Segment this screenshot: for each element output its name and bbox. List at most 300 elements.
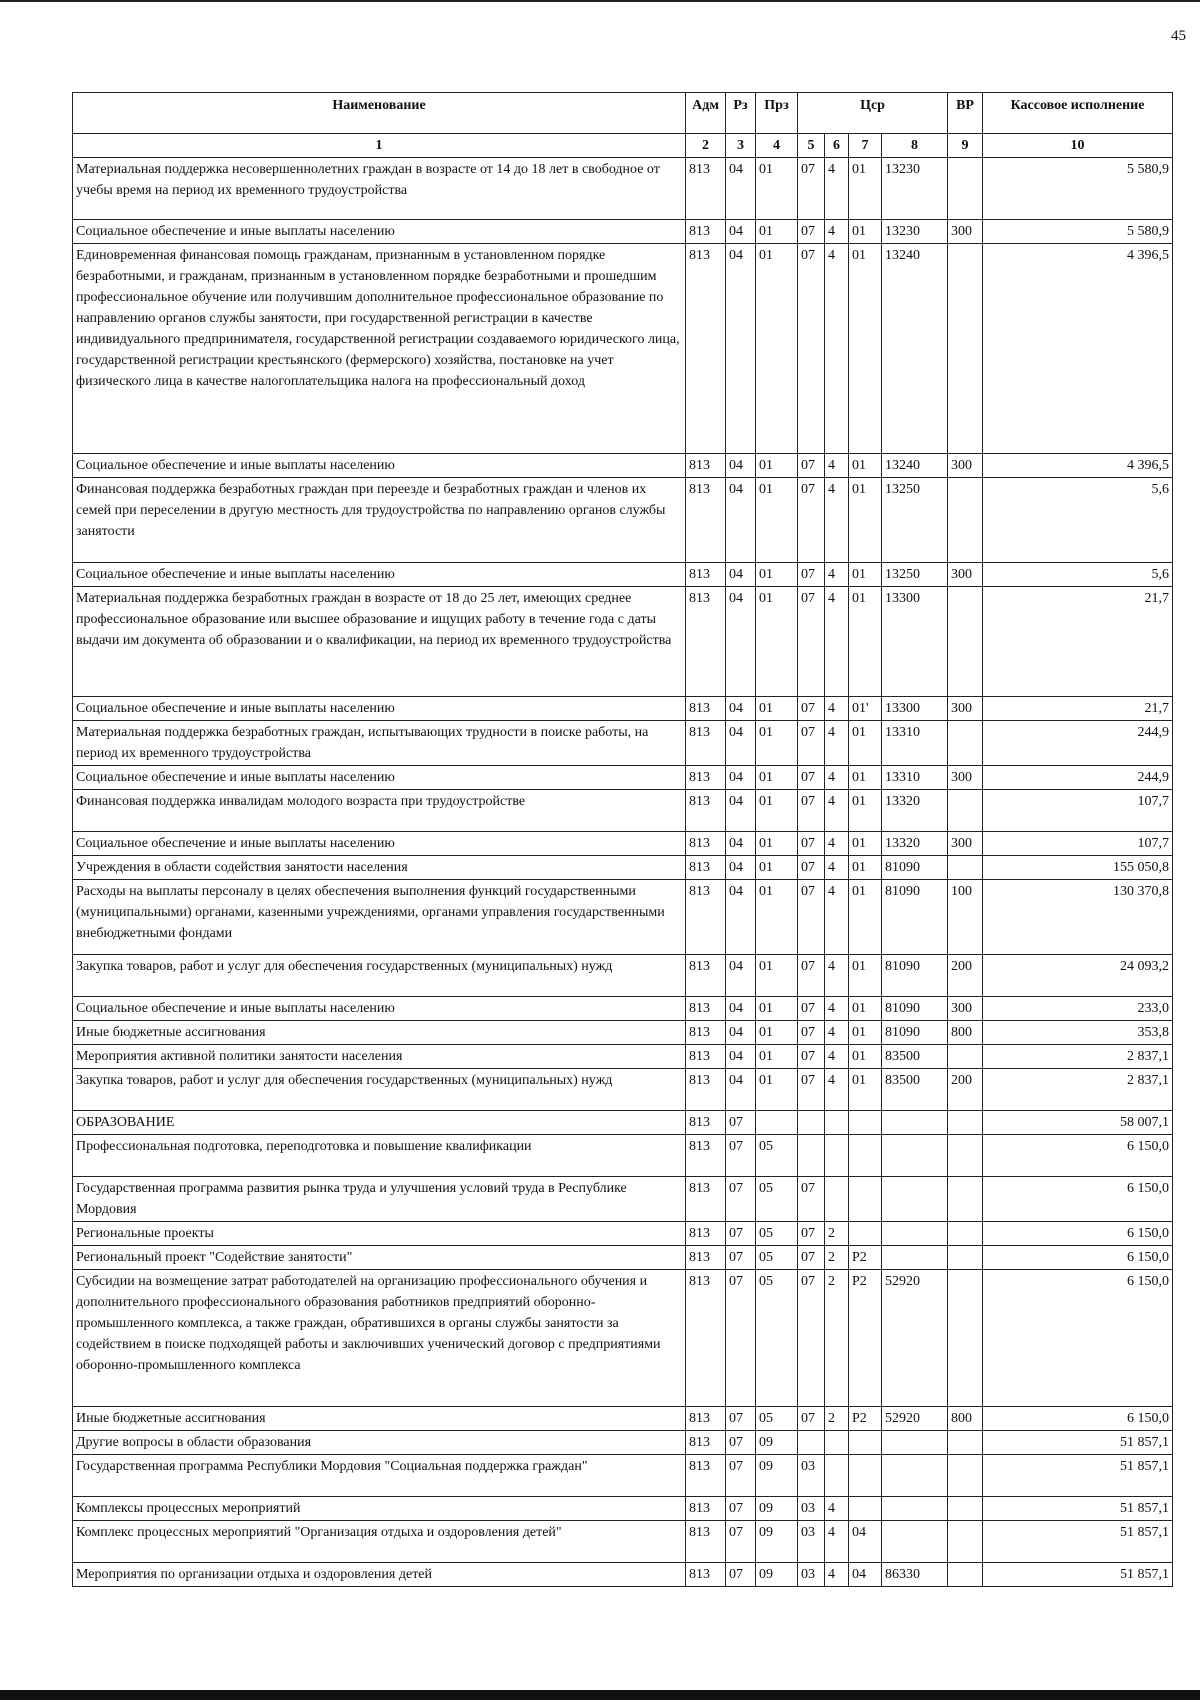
table-cell-adm: 813 (686, 880, 726, 955)
table-cell-csr-type: 4 (825, 766, 849, 790)
table-cell-adm: 813 (686, 1455, 726, 1497)
table-cell-adm: 813 (686, 1177, 726, 1222)
table-cell-vr: 800 (948, 1021, 983, 1045)
column-number: 4 (756, 134, 798, 158)
column-number: 6 (825, 134, 849, 158)
table-cell-csr-type: 4 (825, 158, 849, 220)
top-edge-line (0, 0, 1200, 2)
table-cell-vr: 300 (948, 454, 983, 478)
table-cell-csr-program: 07 (798, 790, 825, 832)
table-cell-vr (948, 1111, 983, 1135)
table-cell-csr-direction: 13250 (882, 478, 948, 563)
table-cell-csr-program: 07 (798, 454, 825, 478)
table-cell-csr-element (849, 1222, 882, 1246)
table-cell-csr-element (849, 1455, 882, 1497)
table-cell-amount: 233,0 (983, 997, 1173, 1021)
table-cell-csr-direction: 81090 (882, 856, 948, 880)
table-cell-csr-type (825, 1135, 849, 1177)
table-cell-csr-direction: 83500 (882, 1045, 948, 1069)
table-cell-name: Комплексы процессных мероприятий (73, 1497, 686, 1521)
header-rz: Рз (726, 93, 756, 134)
column-number: 8 (882, 134, 948, 158)
table-cell-adm: 813 (686, 856, 726, 880)
table-cell-prz: 09 (756, 1521, 798, 1563)
table-cell-prz: 05 (756, 1246, 798, 1270)
table-cell-csr-direction: 13230 (882, 220, 948, 244)
table-row (73, 1431, 1173, 1455)
table-cell-vr: 100 (948, 880, 983, 955)
table-cell-csr-type: 4 (825, 1045, 849, 1069)
table-cell-csr-type: 4 (825, 955, 849, 997)
table-cell-csr-program: 07 (798, 955, 825, 997)
table-cell-prz: 05 (756, 1177, 798, 1222)
table-cell-prz: 09 (756, 1431, 798, 1455)
table-cell-rz: 04 (726, 880, 756, 955)
table-cell-csr-element: P2 (849, 1246, 882, 1270)
table-cell-csr-program: 07 (798, 832, 825, 856)
table-row (73, 1455, 1173, 1497)
table-cell-csr-direction (882, 1222, 948, 1246)
table-cell-name: Материальная поддержка безработных граждан в возрасте от 18 до 25 лет, имеющих среднее профессиональное образование или высшее образование и ищущих работу в течение года с даты выдачи им документа об образовании и о квалификации, на период их временного трудоустройства (73, 587, 686, 697)
table-cell-amount: 6 150,0 (983, 1246, 1173, 1270)
table-cell-csr-direction: 13250 (882, 563, 948, 587)
table-row (73, 790, 1173, 832)
table-cell-csr-program: 07 (798, 1246, 825, 1270)
table-cell-prz: 05 (756, 1135, 798, 1177)
table-cell-name: Региональный проект "Содействие занятости" (73, 1246, 686, 1270)
table-row (73, 955, 1173, 997)
header-amount: Кассовое исполнение (983, 93, 1173, 134)
table-cell-csr-type: 2 (825, 1222, 849, 1246)
table-row (73, 1563, 1173, 1587)
table-cell-vr (948, 478, 983, 563)
bottom-scan-edge (0, 1690, 1200, 1700)
table-cell-prz: 01 (756, 563, 798, 587)
table-cell-amount: 2 837,1 (983, 1045, 1173, 1069)
table-cell-amount: 6 150,0 (983, 1177, 1173, 1222)
table-cell-csr-direction (882, 1431, 948, 1455)
table-cell-csr-program: 07 (798, 244, 825, 454)
table-cell-name: Другие вопросы в области образования (73, 1431, 686, 1455)
table-cell-amount: 5,6 (983, 478, 1173, 563)
table-cell-prz: 01 (756, 1021, 798, 1045)
table-cell-csr-direction: 13320 (882, 790, 948, 832)
table-row (73, 880, 1173, 955)
table-row (73, 1497, 1173, 1521)
table-cell-prz: 05 (756, 1222, 798, 1246)
table-cell-csr-element: 01 (849, 1045, 882, 1069)
table-cell-amount: 51 857,1 (983, 1431, 1173, 1455)
table-cell-rz: 04 (726, 766, 756, 790)
table-cell-csr-type: 4 (825, 1563, 849, 1587)
table-cell-prz: 01 (756, 244, 798, 454)
table-cell-adm: 813 (686, 721, 726, 766)
table-cell-rz: 07 (726, 1521, 756, 1563)
table-cell-name: Социальное обеспечение и иные выплаты населению (73, 766, 686, 790)
table-cell-adm: 813 (686, 244, 726, 454)
table-cell-name: Закупка товаров, работ и услуг для обеспечения государственных (муниципальных) нужд (73, 955, 686, 997)
table-cell-csr-direction: 86330 (882, 1563, 948, 1587)
table-cell-prz: 01 (756, 790, 798, 832)
table-cell-csr-type (825, 1111, 849, 1135)
table-cell-csr-program: 03 (798, 1497, 825, 1521)
table-cell-name: Социальное обеспечение и иные выплаты населению (73, 454, 686, 478)
table-cell-prz: 01 (756, 220, 798, 244)
table-cell-prz: 01 (756, 880, 798, 955)
table-cell-rz: 04 (726, 856, 756, 880)
table-cell-rz: 04 (726, 1069, 756, 1111)
table-cell-amount: 353,8 (983, 1021, 1173, 1045)
table-cell-csr-direction (882, 1135, 948, 1177)
table-cell-rz: 04 (726, 997, 756, 1021)
table-cell-rz: 04 (726, 478, 756, 563)
table-cell-vr (948, 1246, 983, 1270)
table-cell-vr: 300 (948, 697, 983, 721)
table-cell-adm: 813 (686, 1563, 726, 1587)
table-cell-amount: 51 857,1 (983, 1455, 1173, 1497)
table-cell-adm: 813 (686, 997, 726, 1021)
column-number: 9 (948, 134, 983, 158)
table-cell-prz: 01 (756, 1045, 798, 1069)
table-cell-vr (948, 587, 983, 697)
table-cell-csr-type: 2 (825, 1407, 849, 1431)
table-cell-vr (948, 1497, 983, 1521)
table-cell-rz: 07 (726, 1431, 756, 1455)
table-cell-prz: 05 (756, 1270, 798, 1407)
table-cell-amount: 5,6 (983, 563, 1173, 587)
table-cell-amount: 6 150,0 (983, 1135, 1173, 1177)
header-csr: Цср (798, 93, 948, 134)
table-cell-csr-program: 07 (798, 1021, 825, 1045)
table-row (73, 856, 1173, 880)
table-cell-adm: 813 (686, 1135, 726, 1177)
header-adm: Адм (686, 93, 726, 134)
table-cell-csr-type: 4 (825, 478, 849, 563)
column-number: 3 (726, 134, 756, 158)
table-cell-vr (948, 1177, 983, 1222)
table-cell-rz: 04 (726, 563, 756, 587)
table-cell-csr-element: 01 (849, 856, 882, 880)
table-cell-csr-direction: 13240 (882, 244, 948, 454)
table-cell-name: ОБРАЗОВАНИЕ (73, 1111, 686, 1135)
table-cell-amount: 6 150,0 (983, 1407, 1173, 1431)
table-cell-csr-element (849, 1177, 882, 1222)
table-cell-adm: 813 (686, 1497, 726, 1521)
table-cell-name: Социальное обеспечение и иные выплаты населению (73, 832, 686, 856)
table-cell-name: Единовременная финансовая помощь гражданам, признанным в установленном порядке безработными, и гражданам, признанным в установленном порядке безработными и прошедшим профессиональное обучение или получившим дополнительное профессиональное образование по направлению органов службы занятости, при государственной регистрации в качестве индивидуального предпринимателя, государственной регистрации создаваемого юридического лица, государственной регистрации крестьянского (фермерского) хозяйства, постановке на учет физического лица в качестве налогоплательщика налога на профессиональный доход (73, 244, 686, 454)
table-cell-name: Иные бюджетные ассигнования (73, 1407, 686, 1431)
table-cell-rz: 04 (726, 158, 756, 220)
table-cell-csr-program: 03 (798, 1455, 825, 1497)
table-cell-csr-element: 01 (849, 997, 882, 1021)
table-cell-vr (948, 1563, 983, 1587)
table-cell-csr-element: 01' (849, 697, 882, 721)
table-cell-csr-type: 2 (825, 1246, 849, 1270)
table-cell-rz: 07 (726, 1497, 756, 1521)
table-cell-csr-program (798, 1135, 825, 1177)
table-cell-name: Комплекс процессных мероприятий "Организация отдыха и оздоровления детей" (73, 1521, 686, 1563)
table-cell-prz: 01 (756, 955, 798, 997)
table-cell-rz: 04 (726, 832, 756, 856)
table-cell-amount: 5 580,9 (983, 220, 1173, 244)
table-cell-name: Социальное обеспечение и иные выплаты населению (73, 220, 686, 244)
table-cell-csr-type: 4 (825, 1069, 849, 1111)
header-name: Наименование (73, 93, 686, 134)
table-cell-csr-direction: 13300 (882, 587, 948, 697)
table-cell-csr-element: 01 (849, 832, 882, 856)
table-cell-vr: 800 (948, 1407, 983, 1431)
table-cell-prz: 09 (756, 1497, 798, 1521)
table-cell-prz: 01 (756, 997, 798, 1021)
table-cell-csr-program: 07 (798, 721, 825, 766)
table-cell-vr (948, 1222, 983, 1246)
table-cell-prz: 01 (756, 1069, 798, 1111)
table-row (73, 832, 1173, 856)
table-cell-csr-direction: 52920 (882, 1270, 948, 1407)
table-cell-amount: 5 580,9 (983, 158, 1173, 220)
table-cell-vr: 300 (948, 220, 983, 244)
table-cell-adm: 813 (686, 454, 726, 478)
table-cell-vr (948, 856, 983, 880)
table-row (73, 220, 1173, 244)
table-cell-csr-direction (882, 1497, 948, 1521)
table-cell-prz: 05 (756, 1407, 798, 1431)
table-cell-rz: 07 (726, 1563, 756, 1587)
table-cell-csr-element: 01 (849, 955, 882, 997)
table-cell-csr-program: 07 (798, 1069, 825, 1111)
table-cell-rz: 07 (726, 1455, 756, 1497)
table-row (73, 1407, 1173, 1431)
table-cell-csr-element (849, 1497, 882, 1521)
table-cell-csr-type: 4 (825, 1497, 849, 1521)
table-cell-rz: 07 (726, 1222, 756, 1246)
column-number: 7 (849, 134, 882, 158)
table-cell-csr-direction: 52920 (882, 1407, 948, 1431)
table-cell-csr-direction (882, 1177, 948, 1222)
table-cell-vr (948, 1455, 983, 1497)
table-cell-csr-direction (882, 1111, 948, 1135)
table-cell-amount: 130 370,8 (983, 880, 1173, 955)
column-number: 1 (73, 134, 686, 158)
table-row (73, 1222, 1173, 1246)
table-cell-adm: 813 (686, 1407, 726, 1431)
table-cell-csr-direction: 13230 (882, 158, 948, 220)
table-cell-csr-program: 07 (798, 766, 825, 790)
table-cell-csr-type: 4 (825, 1521, 849, 1563)
table-cell-prz: 09 (756, 1563, 798, 1587)
table-cell-prz: 01 (756, 478, 798, 563)
table-cell-amount: 107,7 (983, 790, 1173, 832)
table-row (73, 563, 1173, 587)
table-cell-rz: 04 (726, 220, 756, 244)
table-cell-amount: 51 857,1 (983, 1521, 1173, 1563)
table-cell-csr-direction: 13310 (882, 766, 948, 790)
table-cell-adm: 813 (686, 790, 726, 832)
table-cell-csr-program: 03 (798, 1563, 825, 1587)
table-cell-csr-program (798, 1431, 825, 1455)
column-number-row (73, 134, 1173, 158)
table-cell-csr-element: 01 (849, 220, 882, 244)
table-cell-adm: 813 (686, 563, 726, 587)
table-cell-vr (948, 244, 983, 454)
table-cell-amount: 155 050,8 (983, 856, 1173, 880)
table-cell-name: Финансовая поддержка безработных граждан при переезде и безработных граждан и членов их семей при переселении в другую местность для трудоустройства по направлению органов службы занятости (73, 478, 686, 563)
table-cell-adm: 813 (686, 1431, 726, 1455)
table-cell-csr-type (825, 1455, 849, 1497)
table-cell-name: Государственная программа развития рынка труда и улучшения условий труда в Республике Мордовия (73, 1177, 686, 1222)
table-cell-rz: 07 (726, 1135, 756, 1177)
table-cell-name: Региональные проекты (73, 1222, 686, 1246)
table-cell-csr-type: 4 (825, 587, 849, 697)
table-cell-csr-type: 4 (825, 454, 849, 478)
table-cell-csr-type: 4 (825, 790, 849, 832)
table-cell-csr-direction: 13310 (882, 721, 948, 766)
table-cell-prz: 01 (756, 856, 798, 880)
table-cell-adm: 813 (686, 766, 726, 790)
table-cell-csr-type: 4 (825, 832, 849, 856)
table-cell-csr-element: 04 (849, 1521, 882, 1563)
table-row (73, 1021, 1173, 1045)
table-row (73, 1069, 1173, 1111)
header-prz: Прз (756, 93, 798, 134)
table-cell-prz: 01 (756, 454, 798, 478)
table-cell-adm: 813 (686, 587, 726, 697)
table-cell-rz: 07 (726, 1270, 756, 1407)
table-cell-csr-direction: 81090 (882, 955, 948, 997)
table-cell-adm: 813 (686, 1045, 726, 1069)
table-row (73, 1177, 1173, 1222)
table-cell-csr-program: 07 (798, 880, 825, 955)
table-row (73, 997, 1173, 1021)
table-cell-csr-element: 01 (849, 563, 882, 587)
table-cell-name: Материальная поддержка несовершеннолетних граждан в возрасте от 14 до 18 лет в свободное от учебы время на период их временного трудоустройства (73, 158, 686, 220)
table-cell-adm: 813 (686, 832, 726, 856)
table-row (73, 1135, 1173, 1177)
table-row (73, 454, 1173, 478)
header-vr: ВР (948, 93, 983, 134)
table-row (73, 244, 1173, 454)
table-cell-vr: 300 (948, 832, 983, 856)
table-cell-csr-program: 07 (798, 1045, 825, 1069)
table-cell-rz: 04 (726, 587, 756, 697)
table-cell-prz: 01 (756, 766, 798, 790)
table-cell-rz: 07 (726, 1407, 756, 1431)
table-cell-amount: 244,9 (983, 721, 1173, 766)
table-cell-csr-type (825, 1177, 849, 1222)
table-row (73, 1521, 1173, 1563)
column-number: 5 (798, 134, 825, 158)
table-cell-csr-type: 4 (825, 880, 849, 955)
table-cell-csr-program: 07 (798, 1407, 825, 1431)
table-cell-vr (948, 790, 983, 832)
table-cell-amount: 6 150,0 (983, 1222, 1173, 1246)
table-cell-csr-program: 07 (798, 697, 825, 721)
table-cell-prz: 01 (756, 587, 798, 697)
table-cell-rz: 04 (726, 454, 756, 478)
table-cell-adm: 813 (686, 1111, 726, 1135)
table-cell-amount: 4 396,5 (983, 454, 1173, 478)
table-cell-adm: 813 (686, 1222, 726, 1246)
table-cell-csr-element: 04 (849, 1563, 882, 1587)
table-cell-csr-type: 4 (825, 563, 849, 587)
table-row (73, 478, 1173, 563)
table-cell-csr-element: 01 (849, 587, 882, 697)
table-cell-csr-program: 07 (798, 997, 825, 1021)
table-cell-vr: 300 (948, 997, 983, 1021)
table-cell-adm: 813 (686, 955, 726, 997)
budget-execution-table (72, 92, 1173, 1587)
table-cell-prz: 01 (756, 158, 798, 220)
table-cell-csr-element: 01 (849, 454, 882, 478)
table-cell-name: Социальное обеспечение и иные выплаты населению (73, 563, 686, 587)
table-cell-rz: 04 (726, 955, 756, 997)
table-cell-csr-element: 01 (849, 478, 882, 563)
table-row (73, 1270, 1173, 1407)
table-cell-amount: 4 396,5 (983, 244, 1173, 454)
table-cell-csr-type: 4 (825, 697, 849, 721)
table-cell-csr-direction: 13320 (882, 832, 948, 856)
table-row (73, 158, 1173, 220)
table-cell-csr-type: 4 (825, 244, 849, 454)
table-cell-csr-element: P2 (849, 1407, 882, 1431)
table-cell-adm: 813 (686, 478, 726, 563)
table-row (73, 697, 1173, 721)
table-row (73, 587, 1173, 697)
table-cell-prz: 09 (756, 1455, 798, 1497)
table-cell-csr-program: 07 (798, 220, 825, 244)
table-cell-name: Социальное обеспечение и иные выплаты населению (73, 997, 686, 1021)
table-cell-vr: 300 (948, 766, 983, 790)
table-cell-csr-type: 4 (825, 997, 849, 1021)
table-cell-vr (948, 1431, 983, 1455)
table-cell-csr-program: 07 (798, 1222, 825, 1246)
table-cell-name: Социальное обеспечение и иные выплаты населению (73, 697, 686, 721)
table-cell-adm: 813 (686, 1021, 726, 1045)
table-cell-amount: 58 007,1 (983, 1111, 1173, 1135)
table-row (73, 766, 1173, 790)
table-cell-csr-element: 01 (849, 1069, 882, 1111)
table-cell-name: Иные бюджетные ассигнования (73, 1021, 686, 1045)
table-cell-csr-element: 01 (849, 1021, 882, 1045)
table-cell-name: Профессиональная подготовка, переподготовка и повышение квалификации (73, 1135, 686, 1177)
table-cell-rz: 04 (726, 721, 756, 766)
table-cell-csr-direction: 83500 (882, 1069, 948, 1111)
table-cell-vr: 200 (948, 1069, 983, 1111)
table-cell-rz: 04 (726, 1021, 756, 1045)
column-number: 10 (983, 134, 1173, 158)
table-cell-amount: 51 857,1 (983, 1497, 1173, 1521)
table-cell-csr-element: 01 (849, 790, 882, 832)
table-cell-csr-direction: 81090 (882, 880, 948, 955)
table-cell-rz: 04 (726, 697, 756, 721)
table-cell-name: Мероприятия активной политики занятости населения (73, 1045, 686, 1069)
table-cell-csr-type: 4 (825, 721, 849, 766)
table-cell-amount: 6 150,0 (983, 1270, 1173, 1407)
table-row (73, 1045, 1173, 1069)
table-cell-csr-program: 07 (798, 158, 825, 220)
table-cell-csr-type: 4 (825, 1021, 849, 1045)
table-cell-csr-direction (882, 1246, 948, 1270)
table-cell-name: Расходы на выплаты персоналу в целях обеспечения выполнения функций государственными (муниципальными) органами, казенными учреждениями, органами управления государственными внебюджетными фондами (73, 880, 686, 955)
table-cell-prz: 01 (756, 721, 798, 766)
table-cell-csr-program: 03 (798, 1521, 825, 1563)
table-cell-csr-program: 07 (798, 478, 825, 563)
table-cell-amount: 244,9 (983, 766, 1173, 790)
table-cell-name: Субсидии на возмещение затрат работодателей на организацию профессионального обучения и дополнительного профессионального образования работников предприятий оборонно-промышленного комплекса, а также граждан, обратившихся в органы службы занятости за содействием в поиске подходящей работы и заключивших ученический договор с предприятиями оборонно-промышленного комплекса (73, 1270, 686, 1407)
table-cell-vr (948, 721, 983, 766)
table-cell-csr-direction: 13300 (882, 697, 948, 721)
page-number: 45 (1171, 28, 1186, 44)
